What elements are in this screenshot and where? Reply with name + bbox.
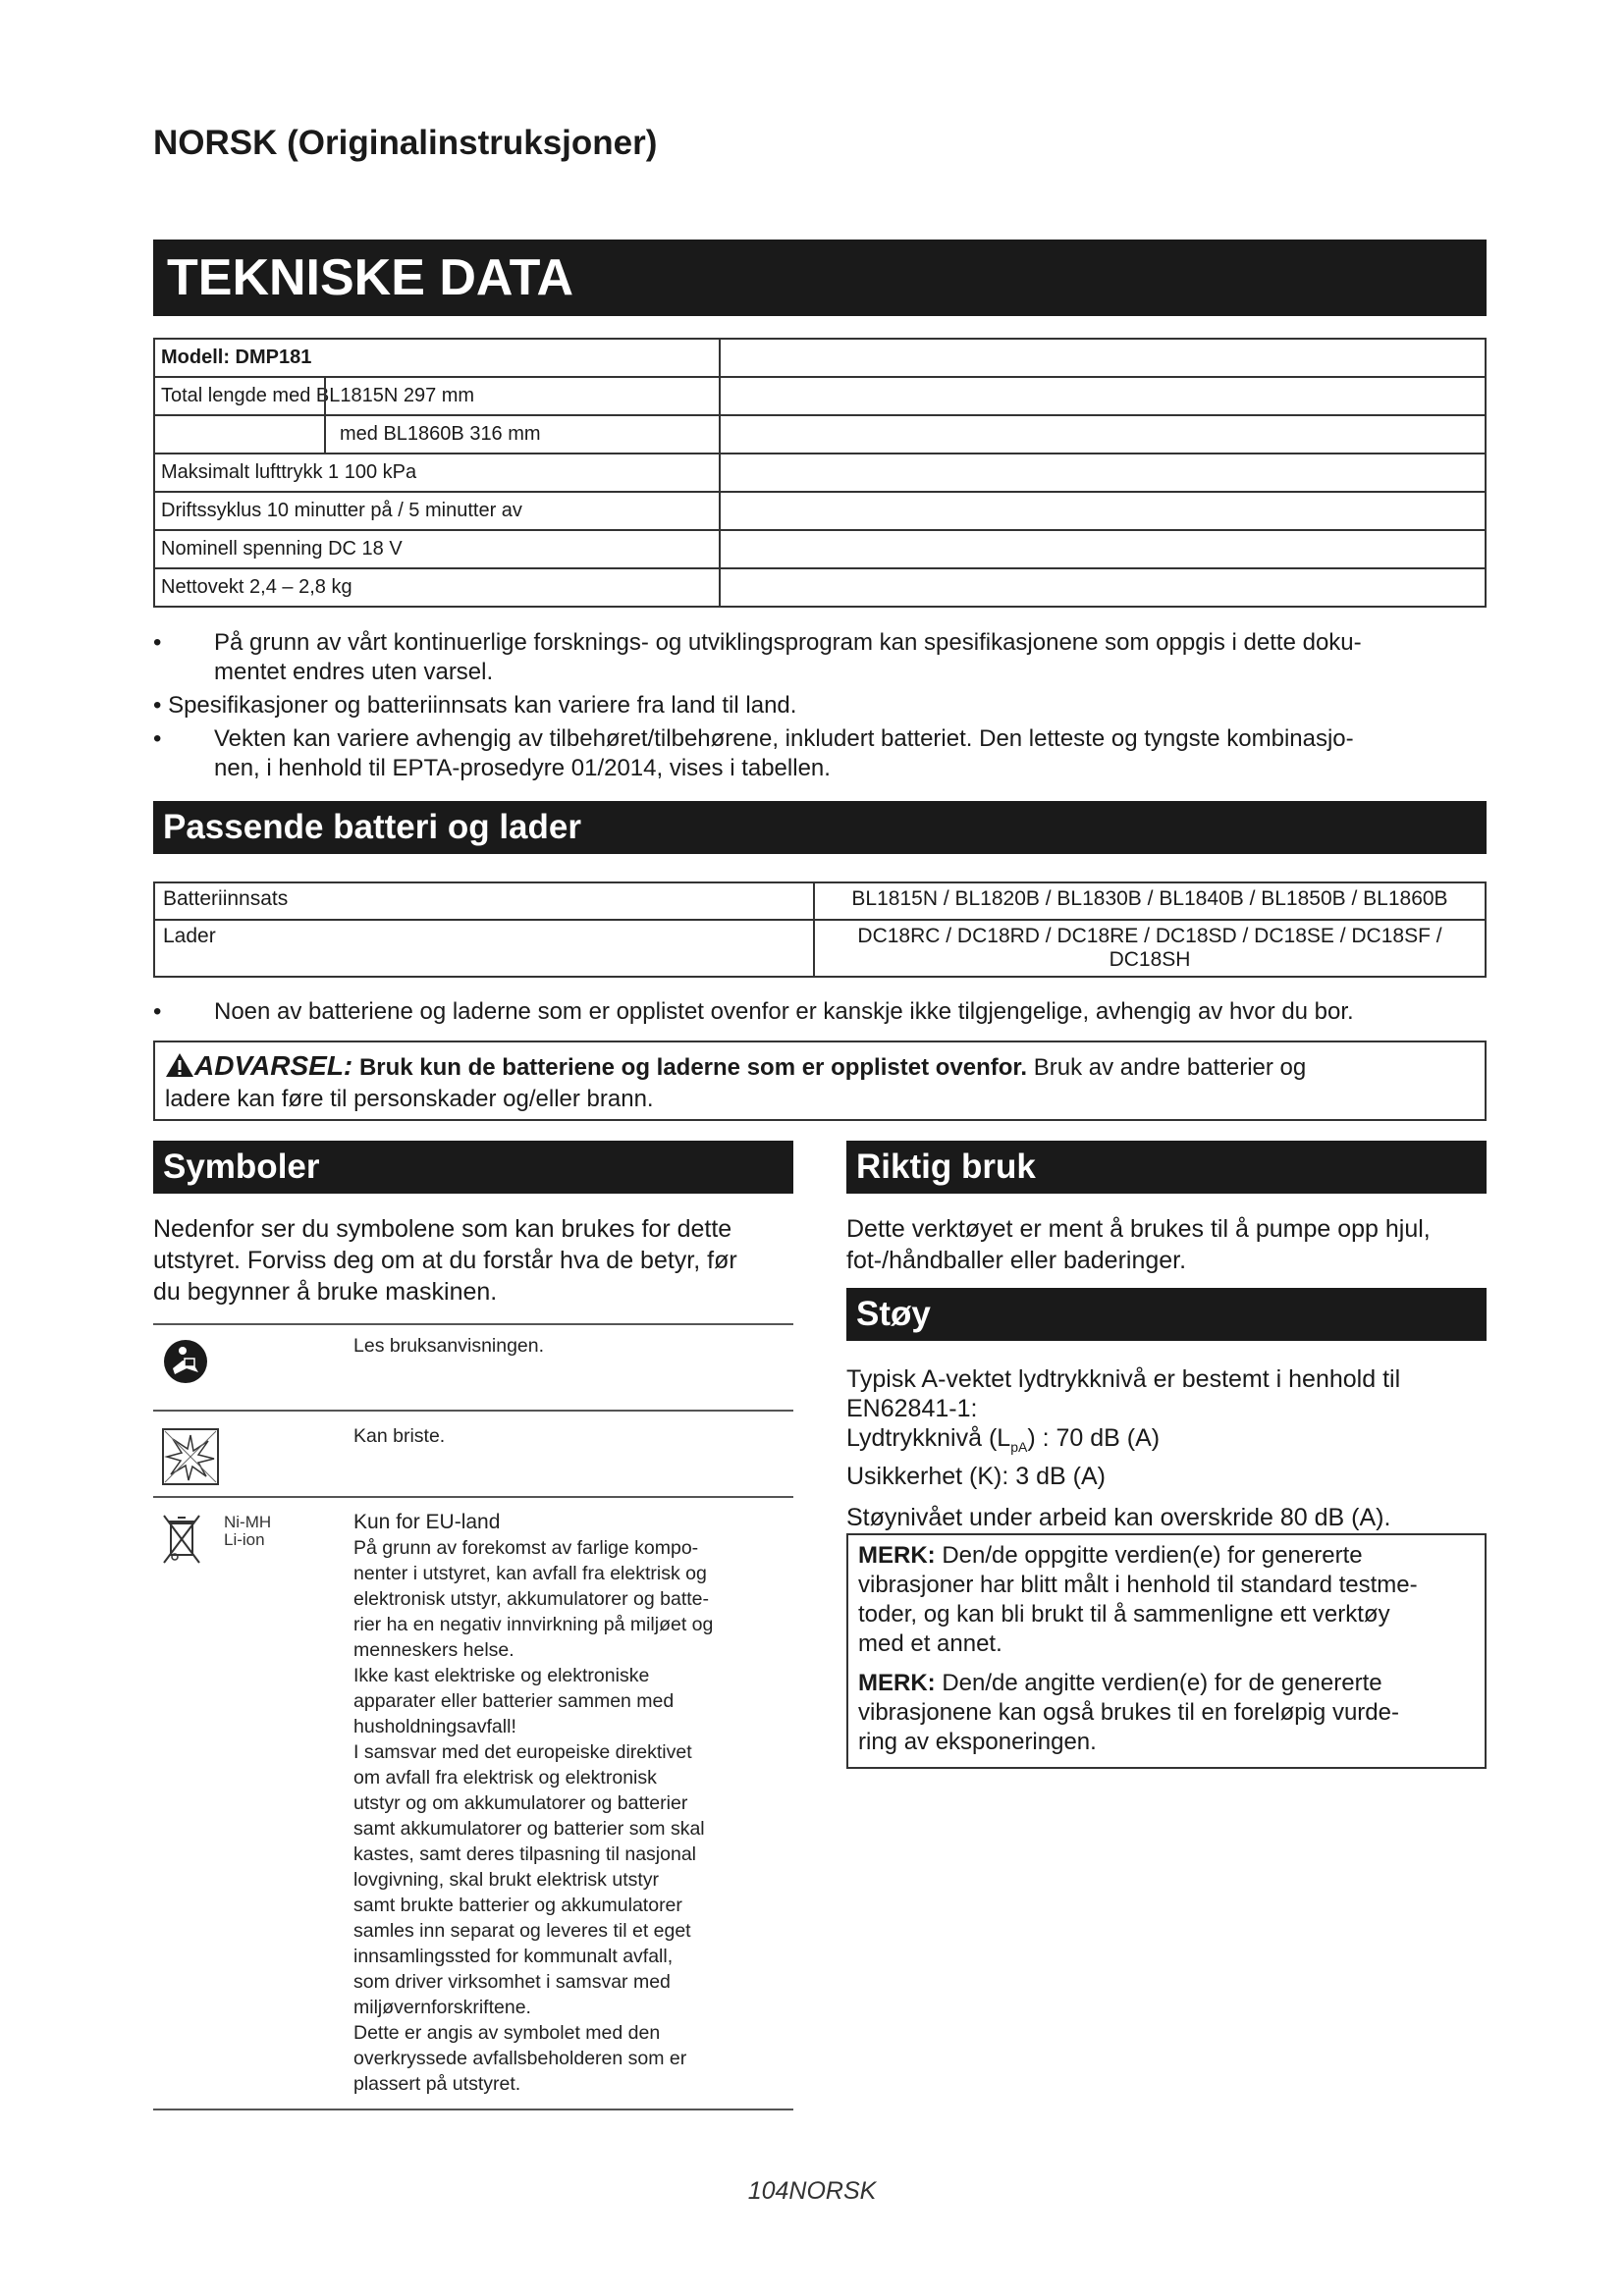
empty-cell bbox=[720, 377, 1486, 415]
table-row bbox=[154, 454, 1486, 492]
warning-bold: Bruk kun de batteriene og laderne som er opplistet ovenfor. bbox=[358, 1054, 1028, 1081]
empty-cell bbox=[720, 415, 1486, 454]
note-2: MERK: Den/de angitte verdien(e) for de genererte vibrasjonene kan også brukes til en foreløpig vurde- ring av eksponeringen. bbox=[858, 1670, 1399, 1755]
symbols-heading: Symboler bbox=[153, 1141, 793, 1194]
table-row bbox=[154, 339, 1486, 377]
noise-text: Typisk A-vektet lydtrykknivå er bestemt i henhold til EN62841-1: Lydtrykknivå $(L_{pA})$ : 70 dB (A) Usikkerhet (K): 3 dB (A) Støynivået under arbeid kan overskride 80 dB (A). bbox=[846, 1364, 1487, 1532]
list-item: • Noen av batteriene og laderne som er opplistet ovenfor er kanskje ikke tilgjengelige, avhengig av hvor du bor. bbox=[153, 998, 1354, 1025]
page-number: 104NORSK bbox=[747, 2177, 877, 2205]
battery-label: Batteriinnsats bbox=[154, 882, 814, 920]
table-row bbox=[153, 1496, 793, 2110]
battery-note bbox=[153, 997, 1487, 1027]
table-row bbox=[154, 568, 1486, 607]
symbols-table bbox=[153, 1323, 793, 2110]
usage-heading: Riktig bruk bbox=[846, 1141, 1487, 1194]
table-row: Kan briste. bbox=[153, 1410, 793, 1496]
list-item: • Vekten kan variere avhengig av tilbehøret/tilbehørene, inkludert batteriet. Den letteste og tyngste kombinasjo- nen, i henhold til EPTA-prosedyre 01/2014, vises i tabellen. bbox=[153, 725, 1354, 781]
table-row bbox=[154, 920, 1486, 977]
note-1: MERK: Den/de oppgitte verdien(e) for genererte vibrasjoner har blitt målt i henhold til standard testme- toder, og kan bli brukt til å sammenligne ett verktøy med et annet. bbox=[858, 1542, 1418, 1657]
table-row bbox=[154, 882, 1486, 920]
spec-table bbox=[153, 338, 1487, 608]
eu-disposal-text: Kun for EU-land På grunn av forekomst av farlige kompo- nenter i utstyret, kan avfall fra elektrisk og elektronisk utstyr, akkumulatorer og batte- rier ha en negativ innvirkning på miljøet og menneskers helse. Ikke kast elektriske og elektroniske apparater eller batterier sammen med husholdningsavfall! I samsvar med det europeiske direktivet om avfall fra elektrisk og elektronisk utstyr og om akkumulatorer og batterier samt akkumulatorer og batterier som skal kastes, samt deres tilpasning til nasjonal lovgivning, skal brukt elektrisk utstyr samt brukte batterier og akkumulatorer samles inn separat og leveres til et eget innsamlingssted for kommunalt avfall, som driver virksomhet i samsvar med miljøvernforskriftene. Dette er angis av symbolet med den overkryssede avfallsbeholderen som er plassert på utstyret. bbox=[353, 1511, 714, 2095]
tech-data-heading: TEKNISKE DATA bbox=[153, 240, 1487, 316]
empty-cell bbox=[720, 568, 1486, 607]
spec-cell: Driftssyklus 10 minutter på / 5 minutter av bbox=[154, 492, 720, 530]
noise-heading: Støy bbox=[846, 1288, 1487, 1341]
list-item: • På grunn av vårt kontinuerlige forsknings- og utviklingsprogram kan spesifikasjonene som oppgis i dette doku- mentet endres uten varsel. bbox=[153, 629, 1362, 685]
warning-label: ADVARSEL: bbox=[194, 1050, 353, 1081]
page-title: NORSK (Originalinstruksjoner) bbox=[153, 124, 658, 162]
battery-table bbox=[153, 881, 1487, 978]
battery-type-labels: Ni-MH Li-ion bbox=[224, 1513, 272, 1549]
empty-cell bbox=[720, 339, 1486, 377]
symbols-intro: Nedenfor ser du symbolene som kan brukes for dette utstyret. Forviss deg om at du forstår hva de betyr, før du begynner å bruke maskinen. bbox=[153, 1215, 737, 1306]
table-row bbox=[154, 415, 1486, 454]
battery-heading: Passende batteri og lader bbox=[153, 801, 1487, 854]
empty-cell bbox=[720, 454, 1486, 492]
note-box bbox=[846, 1533, 1487, 1769]
spec-cell: Nominell spenning DC 18 V bbox=[154, 530, 720, 568]
table-row bbox=[154, 377, 1486, 415]
read-manual-icon bbox=[163, 1339, 208, 1384]
spec-cell: med BL1860B 316 mm bbox=[154, 415, 720, 454]
empty-cell bbox=[720, 530, 1486, 568]
spec-cell: Maksimalt lufttrykk 1 100 kPa bbox=[154, 454, 720, 492]
charger-value: DC18RC / DC18RD / DC18RE / DC18SD / DC18SE / DC18SF / DC18SH bbox=[814, 920, 1486, 977]
divider bbox=[324, 376, 326, 454]
warning-triangle-icon bbox=[165, 1052, 194, 1078]
sound-pressure-level: Lydtrykknivå $(L_{pA})$ : 70 dB (A) bbox=[846, 1424, 1161, 1455]
model-cell: Modell: DMP181 bbox=[154, 339, 720, 377]
table-row bbox=[154, 492, 1486, 530]
crossed-out-bin-icon bbox=[161, 1512, 202, 1567]
spec-notes bbox=[153, 628, 1487, 783]
table-row: Les bruksanvisningen. bbox=[153, 1323, 793, 1410]
charger-label: Lader bbox=[154, 920, 814, 977]
burst-icon bbox=[161, 1427, 220, 1486]
table-row bbox=[154, 530, 1486, 568]
spec-cell: Nettovekt 2,4 – 2,8 kg bbox=[154, 568, 720, 607]
battery-value: BL1815N / BL1820B / BL1830B / BL1840B / BL1850B / BL1860B bbox=[814, 882, 1486, 920]
warning-box: ADVARSEL: Bruk kun de batteriene og laderne som er opplistet ovenfor. Bruk av andre batterier og ladere kan føre til personskader og/eller brann. bbox=[153, 1041, 1487, 1121]
empty-cell bbox=[720, 492, 1486, 530]
spec-cell: Total lengde med BL1815N 297 mm bbox=[154, 377, 720, 415]
usage-text: Dette verktøyet er ment å brukes til å pumpe opp hjul, fot-/håndballer eller baderinger. bbox=[846, 1215, 1431, 1274]
list-item: • Spesifikasjoner og batteriinnsats kan variere fra land til land. bbox=[153, 692, 797, 719]
